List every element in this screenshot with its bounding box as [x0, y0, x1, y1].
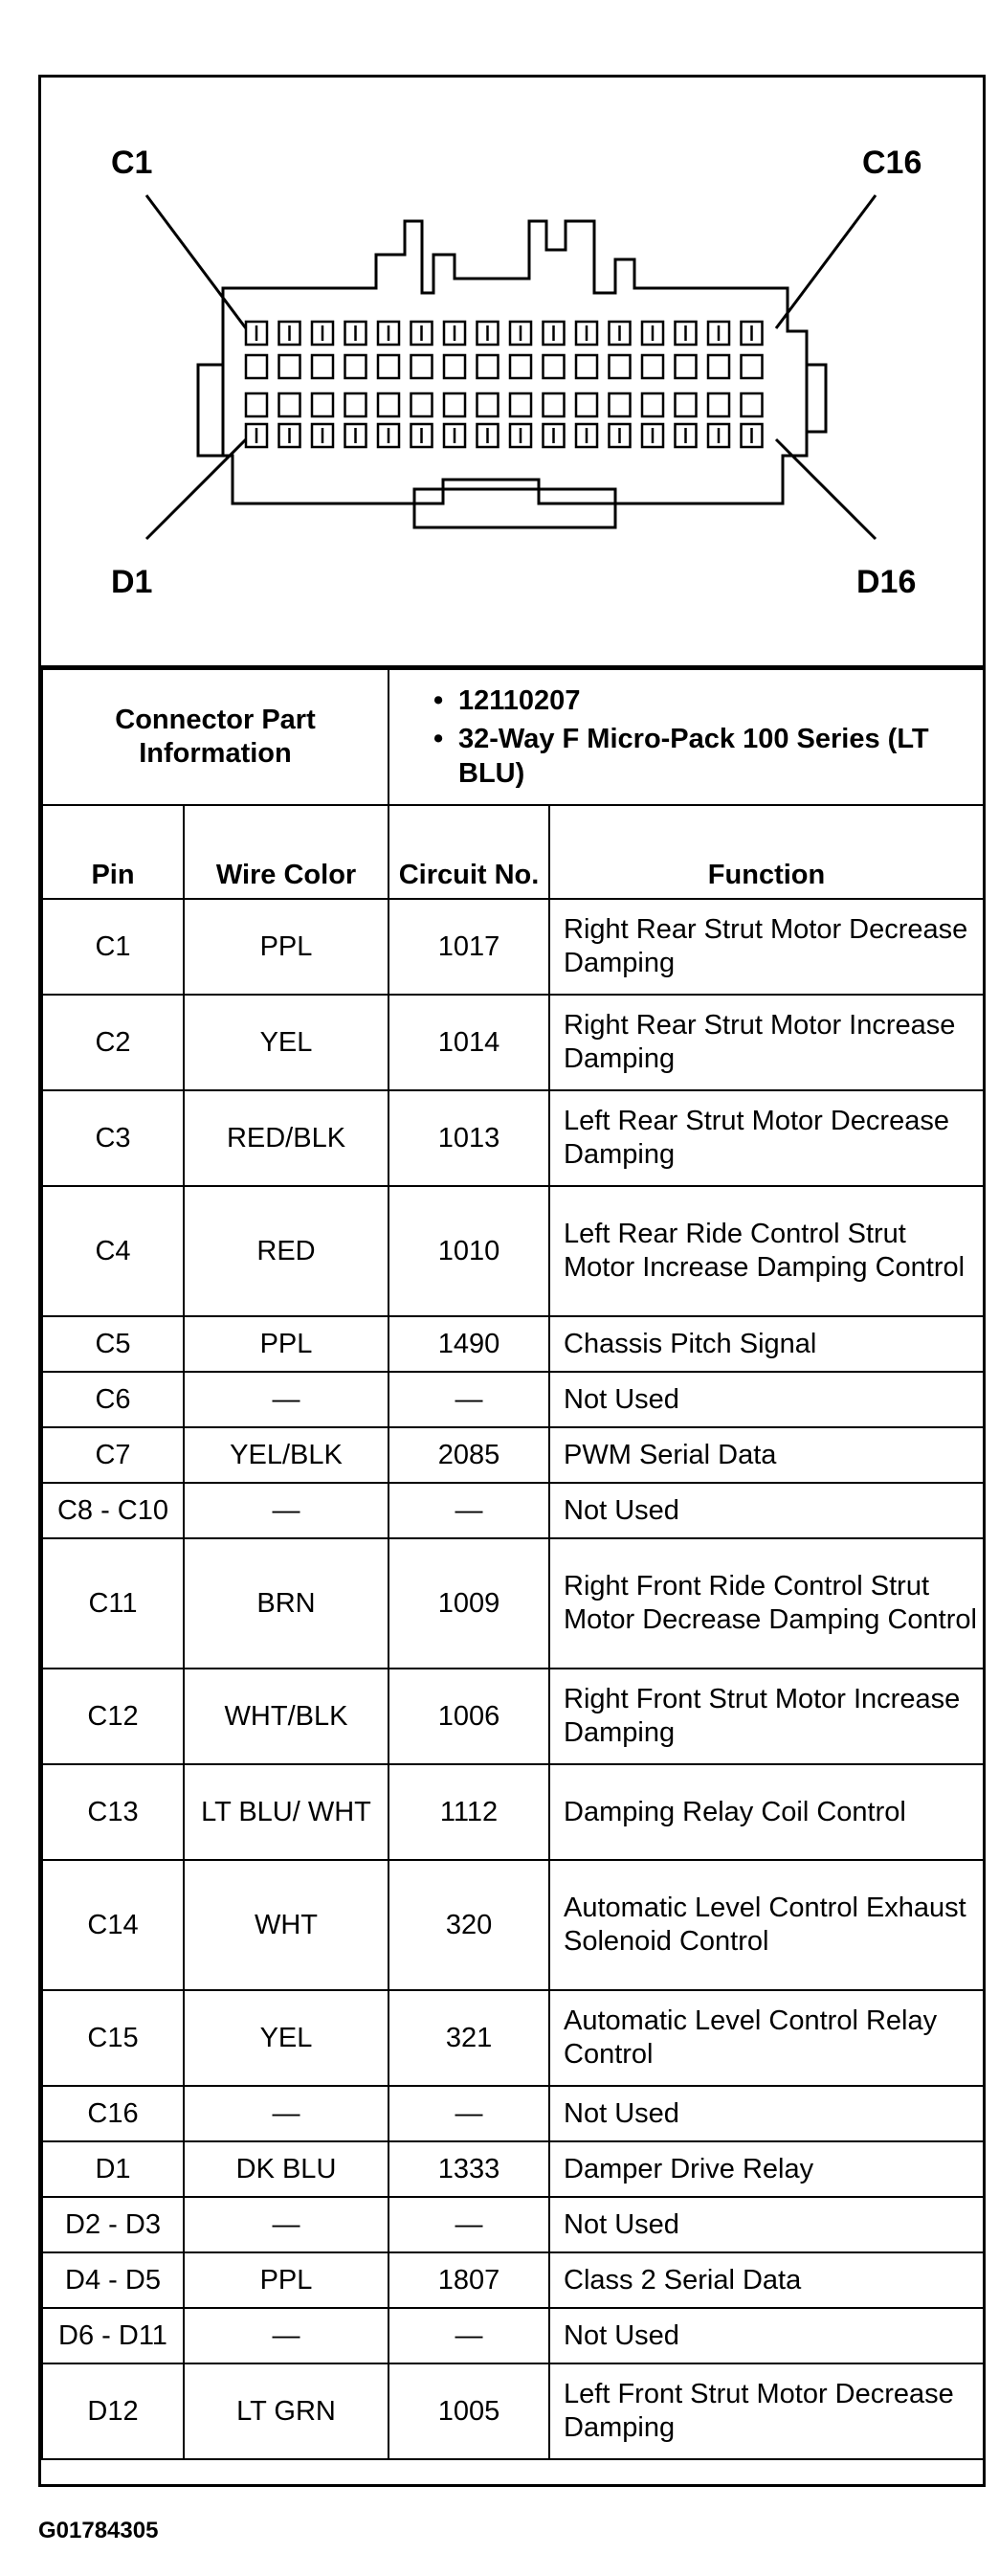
function-cell: Right Rear Strut Motor Decrease Damping: [549, 899, 984, 995]
function-cell: Not Used: [549, 2086, 984, 2141]
table-row: [42, 899, 984, 995]
connector-pin-cavity: [676, 393, 697, 416]
wire-color-cell: DK BLU: [184, 2141, 388, 2197]
pinout-table: [41, 668, 985, 2460]
connector-sheet: [38, 75, 986, 2487]
connector-info-values-cell: [388, 669, 984, 805]
connector-pin-cavity: [708, 393, 729, 416]
table-row: [42, 1090, 984, 1186]
connector-info-row: [42, 669, 984, 805]
circuit-cell: 1490: [388, 1316, 549, 1372]
label-c1: C1: [111, 145, 153, 181]
pin-cell: C2: [42, 995, 184, 1090]
connector-pin-cavity: [312, 355, 333, 378]
connector-pin-cavity: [411, 355, 433, 378]
wire-color-cell: YEL: [184, 995, 388, 1090]
table-header-row: [42, 805, 984, 899]
connector-pin-cavity: [642, 355, 663, 378]
function-cell: Not Used: [549, 2197, 984, 2252]
function-cell: Automatic Level Control Exhaust Solenoid Control: [549, 1860, 984, 1990]
connector-pin-cavity: [477, 393, 499, 416]
table-row: [42, 1764, 984, 1860]
wire-color-cell: BRN: [184, 1538, 388, 1669]
connector-pin-cavity: [378, 355, 399, 378]
connector-pin-cavity: [444, 355, 465, 378]
connector-pin-cavity: [676, 355, 697, 378]
table-row: [42, 1372, 984, 1427]
function-cell: Left Rear Strut Motor Decrease Damping: [549, 1090, 984, 1186]
header-circuit-no: Circuit No.: [388, 805, 549, 899]
pin-cell: C12: [42, 1669, 184, 1764]
wire-color-cell: YEL: [184, 1990, 388, 2086]
function-cell: Right Front Strut Motor Increase Damping: [549, 1669, 984, 1764]
function-cell: Right Rear Strut Motor Increase Damping: [549, 995, 984, 1090]
table-row: [42, 1538, 984, 1669]
circuit-cell: 1112: [388, 1764, 549, 1860]
pin-cell: C7: [42, 1427, 184, 1483]
circuit-cell: 2085: [388, 1427, 549, 1483]
pin-cell: D4 - D5: [42, 2252, 184, 2308]
wire-color-cell: —: [184, 2197, 388, 2252]
wire-color-cell: —: [184, 1372, 388, 1427]
circuit-cell: 1009: [388, 1538, 549, 1669]
connector-description: • 32-Way F Micro-Pack 100 Series (LT BLU): [433, 722, 977, 791]
pin-cell: D12: [42, 2363, 184, 2459]
wire-color-cell: YEL/BLK: [184, 1427, 388, 1483]
pin-cell: D2 - D3: [42, 2197, 184, 2252]
table-row: [42, 2363, 984, 2459]
connector-info-label-cell: [42, 669, 388, 805]
wire-color-cell: WHT/BLK: [184, 1669, 388, 1764]
connector-pin-cavity: [510, 355, 531, 378]
connector-pin-cavity: [477, 355, 499, 378]
circuit-cell: 1333: [388, 2141, 549, 2197]
wire-color-cell: PPL: [184, 899, 388, 995]
connector-pin-cavity: [544, 355, 565, 378]
pin-cell: C14: [42, 1860, 184, 1990]
table-row: [42, 1186, 984, 1316]
connector-pin-cavity: [345, 355, 366, 378]
header-function: Function: [549, 805, 984, 899]
connector-pin-cavity: [378, 393, 399, 416]
circuit-cell: —: [388, 1483, 549, 1538]
pin-cell: C5: [42, 1316, 184, 1372]
pin-cell: C8 - C10: [42, 1483, 184, 1538]
function-cell: Damping Relay Coil Control: [549, 1764, 984, 1860]
wire-color-cell: PPL: [184, 1316, 388, 1372]
pin-cell: C6: [42, 1372, 184, 1427]
circuit-cell: 1010: [388, 1186, 549, 1316]
connector-pin-cavity: [411, 393, 433, 416]
function-cell: Left Rear Ride Control Strut Motor Increase Damping Control: [549, 1186, 984, 1316]
table-row: [42, 2197, 984, 2252]
circuit-cell: 321: [388, 1990, 549, 2086]
pin-cell: C15: [42, 1990, 184, 2086]
function-cell: PWM Serial Data: [549, 1427, 984, 1483]
table-row: [42, 1860, 984, 1990]
wire-color-cell: —: [184, 1483, 388, 1538]
connector-pin-cavity: [576, 355, 597, 378]
function-cell: Not Used: [549, 2308, 984, 2363]
connector-pin-cavity: [610, 393, 631, 416]
circuit-cell: 1807: [388, 2252, 549, 2308]
connector-pin-cavity: [610, 355, 631, 378]
circuit-cell: —: [388, 2086, 549, 2141]
connector-pin-cavity: [444, 393, 465, 416]
header-pin: Pin: [42, 805, 184, 899]
wire-color-cell: WHT: [184, 1860, 388, 1990]
label-d16: D16: [856, 564, 917, 600]
connector-drawing: [41, 78, 983, 665]
circuit-cell: 320: [388, 1860, 549, 1990]
circuit-cell: 1017: [388, 899, 549, 995]
wire-color-cell: —: [184, 2308, 388, 2363]
connector-part-number: • 12110207: [433, 683, 977, 718]
table-row: [42, 1427, 984, 1483]
table-row: [42, 2252, 984, 2308]
function-cell: Automatic Level Control Relay Control: [549, 1990, 984, 2086]
circuit-cell: —: [388, 2308, 549, 2363]
connector-pin-cavity: [312, 393, 333, 416]
pin-cell: C16: [42, 2086, 184, 2141]
wire-color-cell: RED/BLK: [184, 1090, 388, 1186]
header-wire-color: Wire Color: [184, 805, 388, 899]
connector-pin-cavity: [246, 393, 267, 416]
function-cell: Damper Drive Relay: [549, 2141, 984, 2197]
connector-pin-cavity: [544, 393, 565, 416]
connector-pin-cavity: [742, 393, 763, 416]
pin-cell: D1: [42, 2141, 184, 2197]
circuit-cell: 1014: [388, 995, 549, 1090]
table-row: [42, 1483, 984, 1538]
label-c16: C16: [862, 145, 922, 181]
pin-cell: C4: [42, 1186, 184, 1316]
function-cell: Left Front Strut Motor Decrease Damping: [549, 2363, 984, 2459]
wire-color-cell: PPL: [184, 2252, 388, 2308]
connector-pin-cavity: [279, 393, 300, 416]
wire-color-cell: LT BLU/ WHT: [184, 1764, 388, 1860]
connector-pin-cavity: [246, 355, 267, 378]
pin-cell: C3: [42, 1090, 184, 1186]
function-cell: Not Used: [549, 1372, 984, 1427]
connector-pin-cavity: [345, 393, 366, 416]
table-row: [42, 1316, 984, 1372]
table-row: [42, 1669, 984, 1764]
pin-cell: D6 - D11: [42, 2308, 184, 2363]
pin-cell: C13: [42, 1764, 184, 1860]
connector-pin-cavity: [708, 355, 729, 378]
function-cell: Class 2 Serial Data: [549, 2252, 984, 2308]
table-row: [42, 995, 984, 1090]
label-d1: D1: [111, 564, 153, 600]
figure-id: G01784305: [38, 2518, 159, 2543]
wire-color-cell: RED: [184, 1186, 388, 1316]
circuit-cell: —: [388, 2197, 549, 2252]
connector-pin-cavity: [642, 393, 663, 416]
pin-cell: C11: [42, 1538, 184, 1669]
circuit-cell: —: [388, 1372, 549, 1427]
pin-cell: C1: [42, 899, 184, 995]
connector-info-label: Connector Part Information: [115, 705, 316, 769]
connector-pin-cavity: [742, 355, 763, 378]
table-row: [42, 2086, 984, 2141]
circuit-cell: 1005: [388, 2363, 549, 2459]
connector-pin-cavity: [576, 393, 597, 416]
table-row: [42, 2308, 984, 2363]
connector-diagram: [41, 78, 983, 668]
function-cell: Not Used: [549, 1483, 984, 1538]
wire-color-cell: —: [184, 2086, 388, 2141]
table-row: [42, 2141, 984, 2197]
connector-info-list: [395, 683, 977, 791]
connector-pin-cavity: [279, 355, 300, 378]
connector-pin-cavity: [510, 393, 531, 416]
circuit-cell: 1013: [388, 1090, 549, 1186]
function-cell: Chassis Pitch Signal: [549, 1316, 984, 1372]
pin-rows: [42, 899, 984, 2459]
table-row: [42, 1990, 984, 2086]
wire-color-cell: LT GRN: [184, 2363, 388, 2459]
circuit-cell: 1006: [388, 1669, 549, 1764]
function-cell: Right Front Ride Control Strut Motor Decrease Damping Control: [549, 1538, 984, 1669]
